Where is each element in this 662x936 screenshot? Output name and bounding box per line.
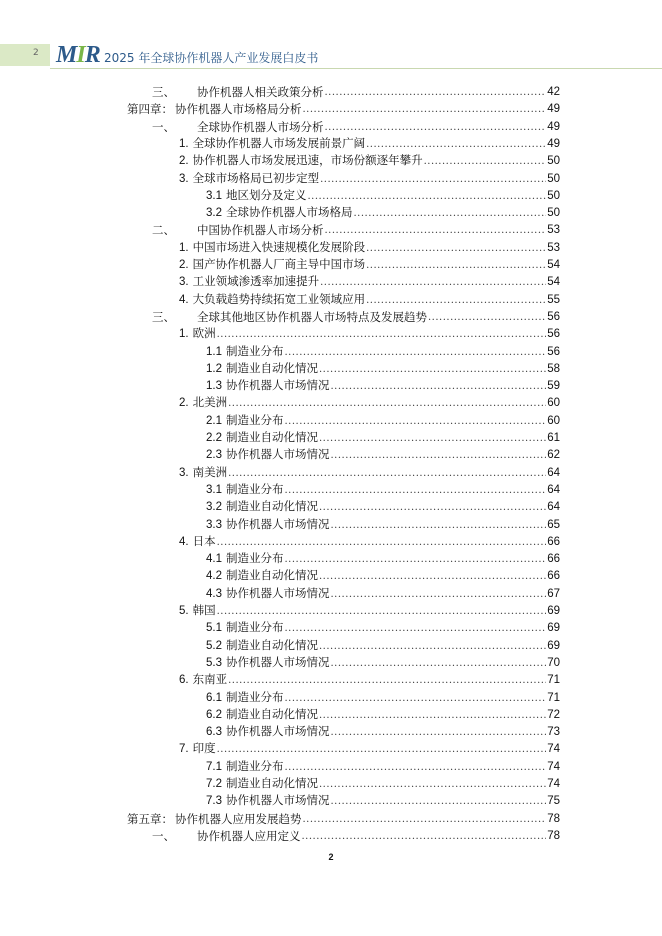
toc-entry[interactable] [206,361,560,378]
toc-entry-title [206,585,330,603]
toc-entry-page: 67 [547,587,560,600]
toc-entry-page: 74 [547,760,560,773]
toc-entry[interactable] [127,811,560,828]
toc-entry-text: 南美洲 [192,464,228,479]
toc-entry-page: 55 [547,293,560,306]
dot-leader [285,344,547,361]
toc-entry-number: 2.1 [206,414,222,427]
toc-entry[interactable] [179,274,560,291]
dot-leader [366,240,546,257]
toc-entry-text: 日本 [192,533,216,548]
toc-entry-number: 6.3 [206,726,222,739]
toc-entry-title [206,619,284,637]
toc-entry[interactable] [152,84,560,101]
toc-entry-title [179,135,365,153]
toc-entry-text: 制造业自动化情况 [226,776,318,790]
toc-entry[interactable] [179,465,560,482]
toc-entry-number: 6.1 [206,691,222,704]
toc-entry-text: 东南亚 [192,672,228,687]
dot-leader [319,361,546,378]
toc-entry[interactable] [206,690,560,707]
dot-leader [285,690,547,707]
toc-entry[interactable] [179,240,560,257]
dot-leader [217,534,547,551]
toc-entry[interactable] [206,759,560,776]
toc-entry-text: 制造业分布 [226,620,284,635]
toc-entry-text: 协作机器人市场情况 [226,585,330,600]
toc-entry-page: 50 [547,172,560,185]
toc-entry-number: 一、 [152,119,175,134]
toc-entry-page: 62 [547,449,560,462]
toc-entry[interactable] [179,534,560,551]
toc-entry-number: 1.3 [206,380,222,393]
toc-entry-title [206,723,330,741]
toc-entry-page: 65 [547,518,560,531]
dot-leader [325,119,547,136]
toc-entry-page: 66 [547,570,560,583]
toc-entry-number: 5.2 [206,639,222,652]
toc-entry-text: 制造业自动化情况 [226,568,318,583]
toc-entry-title [206,204,353,222]
toc-entry-text: 制造业自动化情况 [226,360,318,375]
toc-entry[interactable] [206,344,560,361]
toc-entry[interactable] [206,655,560,672]
toc-entry-text: 大负载趋势持续拓宽工业领域应用 [192,291,366,306]
toc-entry-page: 42 [547,86,560,98]
dot-leader [319,707,546,724]
toc-entry-page: 56 [547,328,560,341]
toc-entry-number: 4.3 [206,587,222,600]
toc-entry[interactable] [206,517,560,534]
dot-leader [331,724,547,741]
toc-entry-text: 韩国 [192,603,216,617]
toc-entry-page: 74 [547,743,560,756]
toc-entry-page: 49 [547,103,560,116]
toc-entry-number: 3.1 [206,189,222,202]
toc-entry-page: 64 [547,483,560,496]
toc-entry-page: 53 [547,241,560,254]
toc-entry-number: 1.1 [206,345,222,358]
toc-entry-page: 75 [547,795,560,808]
toc-entry-page: 60 [547,414,560,427]
toc-entry-text: 中国市场进入快速规模化发展阶段 [192,239,366,254]
toc-entry-title [206,446,330,464]
toc-entry-title [206,516,330,534]
toc-entry-text: 印度 [192,741,216,756]
toc-entry-text: 制造业自动化情况 [226,637,318,652]
toc-entry-number: 2. [179,397,189,410]
toc-entry-title [179,170,319,188]
toc-entry-title [206,706,318,724]
toc-entry-title [127,811,302,828]
toc-entry-number: 3. [179,466,189,479]
toc-entry-text: 制造业分布 [226,689,284,704]
toc-entry-text: 制造业分布 [226,551,284,566]
toc-entry-number: 5.3 [206,656,222,669]
toc-entry-number: 3.3 [206,518,222,531]
toc-entry-text: 协作机器人相关政策分析 [197,85,324,99]
toc-entry-number: 5.1 [206,622,222,635]
toc-entry-title [206,689,284,707]
dot-leader [217,603,547,620]
toc-entry-text: 制造业自动化情况 [226,706,318,721]
toc-entry-page: 59 [547,380,560,393]
dot-leader [308,188,547,205]
toc-entry[interactable] [179,292,560,309]
dot-leader [303,101,547,118]
toc-entry-text: 制造业分布 [226,481,284,496]
toc-entry[interactable] [206,638,560,655]
dot-leader [319,638,546,655]
toc-entry-page: 72 [547,708,560,721]
toc-entry[interactable] [179,741,560,758]
toc-entry[interactable] [206,724,560,741]
toc-entry-number: 二、 [152,223,175,238]
toc-entry-page: 78 [547,829,560,842]
dot-leader [325,222,547,239]
toc-entry-title [206,187,307,205]
dot-leader [366,136,546,153]
toc-entry[interactable] [206,378,560,395]
toc-entry[interactable] [179,326,560,343]
toc-entry-number: 1. [179,137,189,150]
dot-leader [228,672,546,689]
toc-entry-number: 6. [179,674,189,687]
toc-entry-text: 工业领域渗透率加速提升 [192,274,320,289]
dot-leader [285,759,547,776]
toc-entry-page: 49 [547,137,560,150]
toc-entry-number: 2. [179,155,189,168]
toc-entry-page: 54 [547,259,560,271]
dot-leader [331,655,547,672]
toc-entry-page: 61 [547,432,560,444]
toc-entry-title [206,429,318,447]
toc-entry-title [206,360,318,378]
toc-entry-title [206,775,318,793]
toc-entry-number: 1.2 [206,362,222,375]
toc-entry[interactable] [152,828,560,845]
toc-entry[interactable] [206,568,560,585]
toc-entry-number: 三、 [152,309,175,324]
dot-leader [319,430,546,447]
toc-entry-text: 欧洲 [192,326,216,341]
dot-leader [331,517,547,534]
toc-entry-title [206,567,318,585]
toc-entry[interactable] [206,776,560,793]
toc-entry-text: 协作机器人市场情况 [226,378,330,393]
toc-entry-number: 4.1 [206,553,222,566]
toc-entry-title [152,84,324,101]
toc-entry-number: 3.2 [206,501,222,514]
toc-entry-page: 49 [547,120,560,133]
toc-entry[interactable] [127,101,560,118]
toc-entry[interactable] [179,136,560,153]
toc-entry-page: 56 [547,310,560,323]
toc-entry-page: 60 [547,397,560,410]
toc-entry-title [152,828,301,845]
dot-leader [285,413,547,430]
toc-entry-title [179,533,216,551]
dot-leader [228,465,546,482]
toc-entry-title [206,550,284,568]
toc-entry-title [152,309,427,326]
toc-entry-page: 64 [547,501,560,514]
toc-entry-page: 73 [547,726,560,739]
toc-entry-number: 3. [179,276,189,289]
toc-entry-text: 制造业自动化情况 [226,430,318,444]
toc-entry[interactable] [152,309,560,326]
dot-leader [319,568,546,585]
toc-entry-title [206,412,284,430]
toc-entry-page: 54 [547,276,560,289]
dot-leader [217,741,547,758]
toc-entry-title [179,256,365,274]
dot-leader [331,586,547,603]
toc-entry-text: 协作机器人市场情况 [226,793,330,808]
dot-leader [331,378,547,395]
footer-page-number: 2 [328,852,334,862]
toc-entry-page: 71 [547,691,560,704]
toc-entry[interactable] [206,793,560,810]
toc-entry-text: 协作机器人应用发展趋势 [175,811,302,826]
toc-entry-text: 国产协作机器人厂商主导中国市场 [192,257,366,271]
toc-entry[interactable] [179,395,560,412]
toc-entry-text: 制造业分布 [226,758,284,773]
toc-entry-title [179,152,423,170]
toc-entry-text: 全球协作机器人市场分析 [197,119,324,134]
toc-entry-title [206,377,330,395]
toc-entry-number: 4.2 [206,570,222,583]
toc-entry-page: 50 [547,189,560,202]
toc-entry[interactable] [206,188,560,205]
toc-entry-text: 协作机器人市场情况 [226,516,330,531]
dot-leader [366,257,546,274]
toc-entry-page: 71 [547,674,560,687]
toc-entry[interactable] [206,551,560,568]
toc-entry-number: 3.2 [206,207,222,220]
toc-entry-number: 2. [179,259,189,271]
dot-leader [228,395,546,412]
header-title: 2025 年全球协作机器人产业发展白皮书 [104,51,319,65]
toc-entry-page: 64 [547,466,560,479]
toc-entry-text: 全球其他地区协作机器人市场特点及发展趋势 [197,309,427,324]
toc-entry-page: 69 [547,605,560,617]
toc-entry-text: 协作机器人市场情况 [226,654,330,669]
dot-leader [424,153,547,170]
toc-entry-text: 全球协作机器人市场格局 [226,205,353,220]
toc-entry-page: 74 [547,778,560,790]
toc-entry-title [206,637,318,655]
toc-entry-number: 第四章： [127,102,173,117]
toc-entry[interactable] [206,707,560,724]
toc-entry-text: 制造业分布 [226,412,284,427]
toc-entry-title [179,394,227,412]
dot-leader [366,292,546,309]
toc-entry[interactable] [179,672,560,689]
toc-entry[interactable] [179,257,560,274]
toc-entry-text: 制造业自动化情况 [226,499,318,514]
toc-entry-page: 66 [547,535,560,548]
dot-leader [285,551,547,568]
toc-entry-page: 56 [547,345,560,358]
dot-leader [325,84,547,101]
page-header [0,40,662,70]
toc-entry-number: 第五章： [127,811,173,826]
toc-entry-title [179,239,365,257]
dot-leader [303,811,547,828]
toc-entry-number: 1. [179,241,189,254]
toc-entry-number: 7.3 [206,795,222,808]
toc-entry-number: 7. [179,743,189,756]
toc-entry-title [206,343,284,361]
toc-entry-page: 53 [547,224,560,237]
dot-leader [331,447,547,464]
toc-entry-text: 制造业分布 [226,343,284,358]
toc-entry-text: 协作机器人市场情况 [226,447,330,462]
toc-entry-page: 50 [547,207,560,220]
toc-entry-text: 中国协作机器人市场分析 [197,223,324,238]
dot-leader [285,482,547,499]
header-divider [50,68,662,69]
toc-entry-title [206,481,284,499]
dot-leader [354,205,547,222]
header-tab [0,44,50,66]
toc-entry[interactable] [206,482,560,499]
toc-entry-title [152,222,324,239]
toc-entry-page: 78 [547,812,560,825]
toc-entry-text: 协作机器人市场情况 [226,724,330,739]
toc-entry[interactable] [206,430,560,447]
toc-entry-page: 69 [547,622,560,635]
toc-entry[interactable] [206,499,560,516]
toc-entry-number: 7.1 [206,760,222,773]
dot-leader [320,171,546,188]
toc-entry-text: 全球协作机器人市场发展前景广阔 [192,135,366,150]
toc-entry-text: 地区划分及定义 [226,187,307,202]
toc-entry-page: 66 [547,553,560,566]
header-page-number: 2 [33,48,39,58]
dot-leader [319,499,546,516]
toc-entry-number: 1. [179,328,189,341]
toc-entry-title [152,119,324,136]
dot-leader [285,620,547,637]
toc-entry-text: 北美洲 [192,395,228,410]
toc-entry[interactable] [152,119,560,136]
toc-entry-title [206,792,330,810]
toc-entry-number: 2.3 [206,449,222,462]
dot-leader [302,828,547,845]
mir-logo: MIR [56,42,100,68]
toc-entry-title [179,740,216,758]
toc-entry-text: 协作机器人应用定义 [197,828,301,843]
toc-entry-number: 2.2 [206,432,222,444]
dot-leader [319,776,546,793]
toc-entry-title [179,273,319,291]
toc-entry-title [127,101,302,118]
toc-entry[interactable] [206,205,560,222]
toc-entry[interactable] [179,171,560,188]
toc-entry-page: 58 [547,362,560,375]
dot-leader [217,326,547,343]
toc-entry-number: 4. [179,535,189,548]
toc-entry-number: 3. [179,172,189,185]
toc-entry-number: 一、 [152,828,175,843]
toc-entry-title [179,291,365,309]
toc-entry-title [206,498,318,516]
toc-entry-page: 50 [547,155,560,168]
dot-leader [320,274,546,291]
toc-entry-number: 5. [179,605,189,617]
toc-entry[interactable] [206,413,560,430]
toc-entry-title [179,325,216,343]
toc-entry-text: 协作机器人市场发展迅速，市场份额逐年攀升 [192,153,423,168]
toc-entry-title [206,758,284,776]
toc-entry-number: 4. [179,293,189,306]
dot-leader [331,793,547,810]
toc-entry-page: 69 [547,639,560,652]
toc-entry-number: 7.2 [206,778,222,790]
toc-entry[interactable] [206,586,560,603]
toc-entry-page: 70 [547,656,560,669]
toc-entry-number: 三、 [152,85,175,99]
toc-entry-text: 协作机器人市场格局分析 [175,102,302,117]
toc-entry-title [206,654,330,672]
toc-entry-title [179,671,227,689]
dot-leader [428,309,546,326]
toc-entry-text: 全球市场格局已初步定型 [192,170,320,185]
toc-entry[interactable] [206,620,560,637]
toc-entry-number: 6.2 [206,708,222,721]
toc-entry[interactable] [179,603,560,620]
toc-entry-title [179,602,216,620]
toc-entry[interactable] [206,447,560,464]
toc-entry-title [179,464,227,482]
toc-entry[interactable] [179,153,560,170]
toc-entry[interactable] [152,222,560,239]
toc-entry-number: 3.1 [206,483,222,496]
